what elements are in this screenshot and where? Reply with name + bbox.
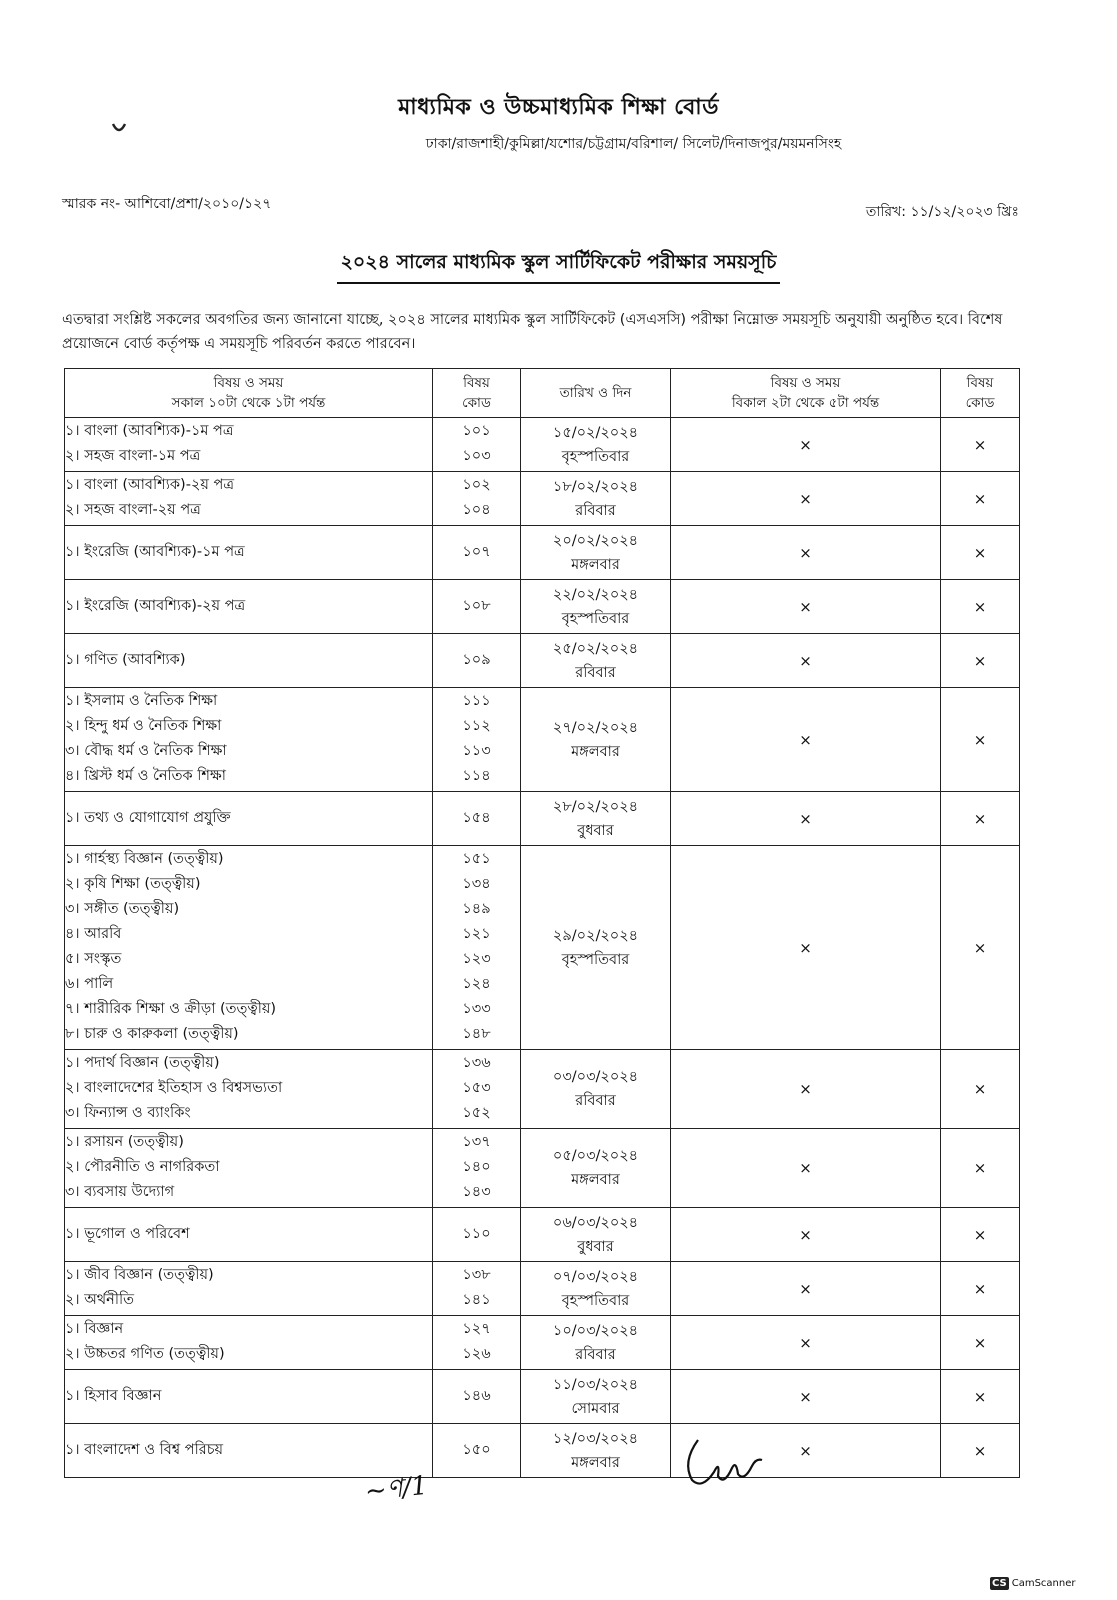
table-row [65,688,1020,792]
header-afternoon [671,369,941,418]
subject-name: ১। ইসলাম ও নৈতিক শিক্ষা [65,693,218,709]
subject-cell [65,1208,433,1262]
table-row [65,634,1020,688]
subject-name: ২। কৃষি শিক্ষা (তত্ত্বীয়) [65,876,201,892]
afternoon-subject-cell: × [671,526,941,580]
date-day-cell [521,472,671,526]
subject-code: ১২৪ [462,976,491,992]
subject-code-cell [433,1370,521,1424]
subject-code: ১১১ [462,693,491,709]
notice-paragraph: এতদ্বারা সংশ্লিষ্ট সকলের অবগতির জন্য জানানো যাচ্ছে, ২০২৪ সালের মাধ্যমিক স্কুল সার্টিফিকেট (এসএসসি) পরীক্ষা নিম্নোক্ত সময়সূচি অনুযায়ী অনুষ্ঠিত হবে। বিশেষ প্রয়োজনে বোর্ড কর্তৃপক্ষ এ সময়সূচি পরিবর্তন করতে পারবেন। [62,312,1003,352]
date-day-cell [521,526,671,580]
subject-code: ১০২ [462,477,491,493]
subject-cell [65,580,433,634]
afternoon-subject-cell: × [671,1370,941,1424]
header-morning-l1: বিষয় ও সময় [213,375,284,391]
exam-day: রবিবার [575,664,616,681]
subject-code: ১০৯ [462,651,491,668]
afternoon-code-cell: × [941,1316,1020,1370]
subject-name: ৪। আরবি [65,926,122,942]
table-row [65,580,1020,634]
afternoon-code-cell: × [941,580,1020,634]
exam-date: ২২/০২/২০২৪ [552,586,639,603]
exam-date: ১৫/০২/২০২৪ [552,424,639,441]
subject-code: ১২৩ [462,951,491,967]
afternoon-subject-cell: × [671,418,941,472]
exam-day: রবিবার [575,1346,616,1363]
subject-name: ১। পদার্থ বিজ্ঞান (তত্ত্বীয়) [65,1055,220,1071]
afternoon-code-cell: × [941,634,1020,688]
exam-date: ১১/০৩/২০২৪ [552,1376,639,1393]
afternoon-subject-cell: × [671,1050,941,1129]
exam-day: বৃহস্পতিবার [561,1292,630,1309]
subject-name: ২। সহজ বাংলা-২য় পত্র [65,502,201,518]
subject-code: ১৪৯ [462,901,491,917]
subject-name: ১। বাংলাদেশ ও বিশ্ব পরিচয় [65,1441,224,1458]
subject-cell [65,472,433,526]
subject-cell [65,1262,433,1316]
exam-date: ২৭/০২/২০২৪ [552,719,639,736]
exam-date: ২৯/০২/২০২৪ [552,927,639,944]
subject-code: ১৫২ [462,1105,491,1121]
afternoon-code-cell: × [941,846,1020,1050]
subject-code: ১১৪ [462,768,491,784]
date-day-cell [521,418,671,472]
subject-cell [65,634,433,688]
subject-code-cell [433,1424,521,1478]
subject-code: ১৪৬ [462,1387,491,1404]
exam-schedule-table [64,368,1020,1478]
header-morning [65,369,433,418]
subject-code: ১০৭ [462,543,491,560]
afternoon-subject-cell: × [671,1424,941,1478]
exam-day: রবিবার [575,502,616,519]
exam-day: সোমবার [571,1400,620,1417]
exam-date: ২৫/০২/২০২৪ [552,640,639,657]
date-day-cell [521,846,671,1050]
subject-code-cell [433,846,521,1050]
afternoon-code-cell: × [941,1370,1020,1424]
subject-code-cell [433,1129,521,1208]
exam-day: মঙ্গলবার [571,1172,620,1188]
exam-date: ২০/০২/২০২৪ [552,532,639,549]
exam-date: ০৫/০৩/২০২৪ [552,1148,639,1164]
subject-code: ১০১ [462,423,491,439]
table-row [65,1262,1020,1316]
date-day-cell [521,1129,671,1208]
afternoon-subject-cell: × [671,1316,941,1370]
exam-day: বৃহস্পতিবার [561,448,630,465]
board-list: ঢাকা/রাজশাহী/কুমিল্লা/যশোর/চট্টগ্রাম/বরিশাল/ সিলেট/দিনাজপুর/ময়মনসিংহ [425,136,842,152]
afternoon-subject-cell: × [671,472,941,526]
date-day-cell [521,1208,671,1262]
afternoon-code-cell: × [941,792,1020,846]
subject-cell [65,526,433,580]
table-body [65,418,1020,1478]
board-title: মাধ্যমিক ও উচ্চমাধ্যমিক শিক্ষা বোর্ড [398,95,719,120]
date-day-cell [521,1370,671,1424]
subject-name: ২। উচ্চতর গণিত (তত্ত্বীয়) [65,1346,225,1362]
subject-name: ১। ইংরেজি (আবশ্যিক)-২য় পত্র [65,597,246,614]
table-row [65,1424,1020,1478]
schedule-heading-text: ২০২৪ সালের মাধ্যমিক স্কুল সার্টিফিকেট পরীক্ষার সময়সূচি [337,248,781,284]
subject-name: ১। তথ্য ও যোগাযোগ প্রযুক্তি [65,809,231,826]
header-code2-l1: বিষয় [966,375,994,391]
afternoon-code-cell: × [941,418,1020,472]
exam-date: ০৬/০৩/২০২৪ [552,1214,639,1231]
table-row [65,1050,1020,1129]
subject-code: ১৫১ [462,851,491,867]
table-header-row [65,369,1020,418]
subject-name: ৩। বৌদ্ধ ধর্ম ও নৈতিক শিক্ষা [65,743,227,759]
subject-code: ১৫৪ [462,809,491,826]
subject-cell [65,688,433,792]
header-morning-l2: সকাল ১০টা থেকে ১টা পর্যন্ত [171,395,326,411]
header-afternoon-l1: বিষয় ও সময় [770,375,841,391]
issue-date: তারিখ: ১১/১২/২০২৩ খ্রিঃ [865,204,1019,220]
subject-name: ২। অর্থনীতি [65,1292,135,1308]
subject-code: ১২১ [462,926,491,942]
table-row [65,792,1020,846]
subject-name: ১। জীব বিজ্ঞান (তত্ত্বীয়) [65,1267,214,1283]
subject-name: ১। ইংরেজি (আবশ্যিক)-১ম পত্র [65,543,245,560]
subject-name: ৩। ব্যবসায় উদ্যোগ [65,1184,175,1200]
subject-cell [65,1370,433,1424]
subject-code: ১০৪ [462,502,491,518]
subject-code: ১১৩ [462,743,491,759]
subject-code-cell [433,1050,521,1129]
subject-name: ২। হিন্দু ধর্ম ও নৈতিক শিক্ষা [65,718,222,734]
exam-day: বুধবার [577,822,614,839]
scanner-watermark [990,1577,1076,1590]
afternoon-code-cell: × [941,1129,1020,1208]
subject-code-cell [433,1208,521,1262]
afternoon-subject-cell: × [671,1262,941,1316]
header-code [433,369,521,418]
schedule-heading [0,248,1117,284]
signature-mark [680,1432,770,1492]
afternoon-code-cell: × [941,1208,1020,1262]
subject-code-cell [433,1262,521,1316]
subject-name: ৩। সঙ্গীত (তত্ত্বীয়) [65,901,180,917]
subject-name: ২। পৌরনীতি ও নাগরিকতা [65,1159,220,1175]
subject-code-cell [433,792,521,846]
subject-code: ১৪০ [462,1159,491,1175]
afternoon-code-cell: × [941,1050,1020,1129]
subject-name: ৭। শারীরিক শিক্ষা ও ক্রীড়া (তত্ত্বীয়) [65,1001,277,1017]
subject-code-cell [433,1316,521,1370]
subject-code-cell [433,418,521,472]
afternoon-subject-cell: × [671,846,941,1050]
exam-day: বৃহস্পতিবার [561,610,630,627]
subject-name: ১। গণিত (আবশ্যিক) [65,651,186,668]
afternoon-code-cell: × [941,1262,1020,1316]
subject-cell [65,846,433,1050]
afternoon-subject-cell: × [671,792,941,846]
subject-code: ১১০ [462,1225,491,1242]
header-code-l1: বিষয় [463,375,490,391]
subject-name: ১। বাংলা (আবশ্যিক)-২য় পত্র [65,477,235,493]
scanner-text: CamScanner [1011,1578,1076,1589]
exam-day: মঙ্গলবার [571,743,620,760]
afternoon-subject-cell: × [671,1208,941,1262]
subject-code: ১০৩ [462,448,491,464]
subject-code: ১৩৩ [462,1001,491,1017]
table-row [65,1370,1020,1424]
subject-name: ১। বিজ্ঞান [65,1321,124,1337]
afternoon-code-cell: × [941,1424,1020,1478]
exam-date: ২৮/০২/২০২৪ [552,798,639,815]
date-day-cell [521,1050,671,1129]
subject-cell [65,792,433,846]
date-day-cell [521,1424,671,1478]
header-afternoon-l2: বিকাল ২টা থেকে ৫টা পর্যন্ত [731,395,880,411]
table-row [65,1208,1020,1262]
subject-code: ১৩৬ [462,1055,491,1071]
subject-code-cell [433,526,521,580]
subject-name: ২। বাংলাদেশের ইতিহাস ও বিশ্বসভ্যতা [65,1080,283,1096]
header-code-2 [941,369,1020,418]
table-row [65,472,1020,526]
table-row [65,1316,1020,1370]
table-row [65,526,1020,580]
date-day-cell [521,688,671,792]
exam-day: মঙ্গলবার [571,556,620,573]
afternoon-code-cell: × [941,688,1020,792]
subject-name: ৬। পালি [65,976,114,992]
afternoon-subject-cell: × [671,1129,941,1208]
subject-cell [65,1050,433,1129]
subject-code: ১৩৪ [462,876,491,892]
afternoon-subject-cell: × [671,634,941,688]
exam-date: ১২/০৩/২০২৪ [552,1430,639,1447]
subject-name: ৮। চারু ও কারুকলা (তত্ত্বীয়) [65,1026,239,1042]
subject-code: ১৩৭ [462,1134,491,1150]
exam-date: ০৭/০৩/২০২৪ [552,1268,639,1285]
date-day-cell [521,792,671,846]
header-code-l2: কোড [462,395,491,411]
exam-date: ১০/০৩/২০২৪ [552,1322,639,1339]
subject-code: ১৩৮ [462,1267,491,1283]
subject-name: ১। হিসাব বিজ্ঞান [65,1387,162,1404]
subject-cell [65,1129,433,1208]
subject-name: ১। রসায়ন (তত্ত্বীয়) [65,1134,184,1150]
subject-name: ১। বাংলা (আবশ্যিক)-১ম পত্র [65,423,234,439]
header-code2-l2: কোড [965,395,995,411]
afternoon-code-cell: × [941,472,1020,526]
date-day-cell [521,1262,671,1316]
subject-code: ১২৭ [462,1321,491,1337]
subject-code-cell [433,688,521,792]
subject-name: ২। সহজ বাংলা-১ম পত্র [65,448,201,464]
subject-name: ১। ভূগোল ও পরিবেশ [65,1225,190,1242]
subject-code: ১৫০ [462,1441,491,1458]
afternoon-code-cell: × [941,526,1020,580]
exam-day: মঙ্গলবার [571,1454,620,1471]
exam-day: বৃহস্পতিবার [561,951,630,968]
exam-day: বুধবার [577,1238,614,1255]
subject-code-cell [433,472,521,526]
table-row [65,418,1020,472]
subject-cell [65,418,433,472]
scanner-logo: CS [992,1578,1007,1589]
afternoon-subject-cell: × [671,580,941,634]
memo-number: স্মারক নং- আশিবো/প্রশা/২০১০/১২৭ [62,196,272,212]
date-day-cell [521,1316,671,1370]
initials-signature: ~ণ/1 [363,1470,430,1508]
subject-code-cell [433,580,521,634]
subject-code: ১১২ [462,718,491,734]
subject-cell [65,1316,433,1370]
subject-code-cell [433,634,521,688]
subject-name: ১। গার্হস্থ্য বিজ্ঞান (তত্ত্বীয়) [65,851,224,867]
header-date: তারিখ ও দিন [521,369,671,418]
afternoon-subject-cell: × [671,688,941,792]
subject-name: ৫। সংস্কৃত [65,951,122,967]
exam-date: ০৩/০৩/২০২৪ [552,1069,639,1085]
subject-code: ১৪৮ [462,1026,491,1042]
subject-code: ১৫৩ [462,1080,491,1096]
exam-day: রবিবার [575,1093,616,1109]
exam-date: ১৮/০২/২০২৪ [552,478,639,495]
date-day-cell [521,580,671,634]
subject-name: ৪। খ্রিস্ট ধর্ম ও নৈতিক শিক্ষা [65,768,226,784]
subject-code: ১৪১ [462,1292,491,1308]
date-day-cell [521,634,671,688]
subject-code: ১২৬ [462,1346,491,1362]
table-row [65,846,1020,1050]
subject-code: ১৪৩ [462,1184,491,1200]
table-row [65,1129,1020,1208]
subject-name: ৩। ফিন্যান্স ও ব্যাংকিং [65,1105,191,1121]
subject-code: ১০৮ [462,597,491,614]
